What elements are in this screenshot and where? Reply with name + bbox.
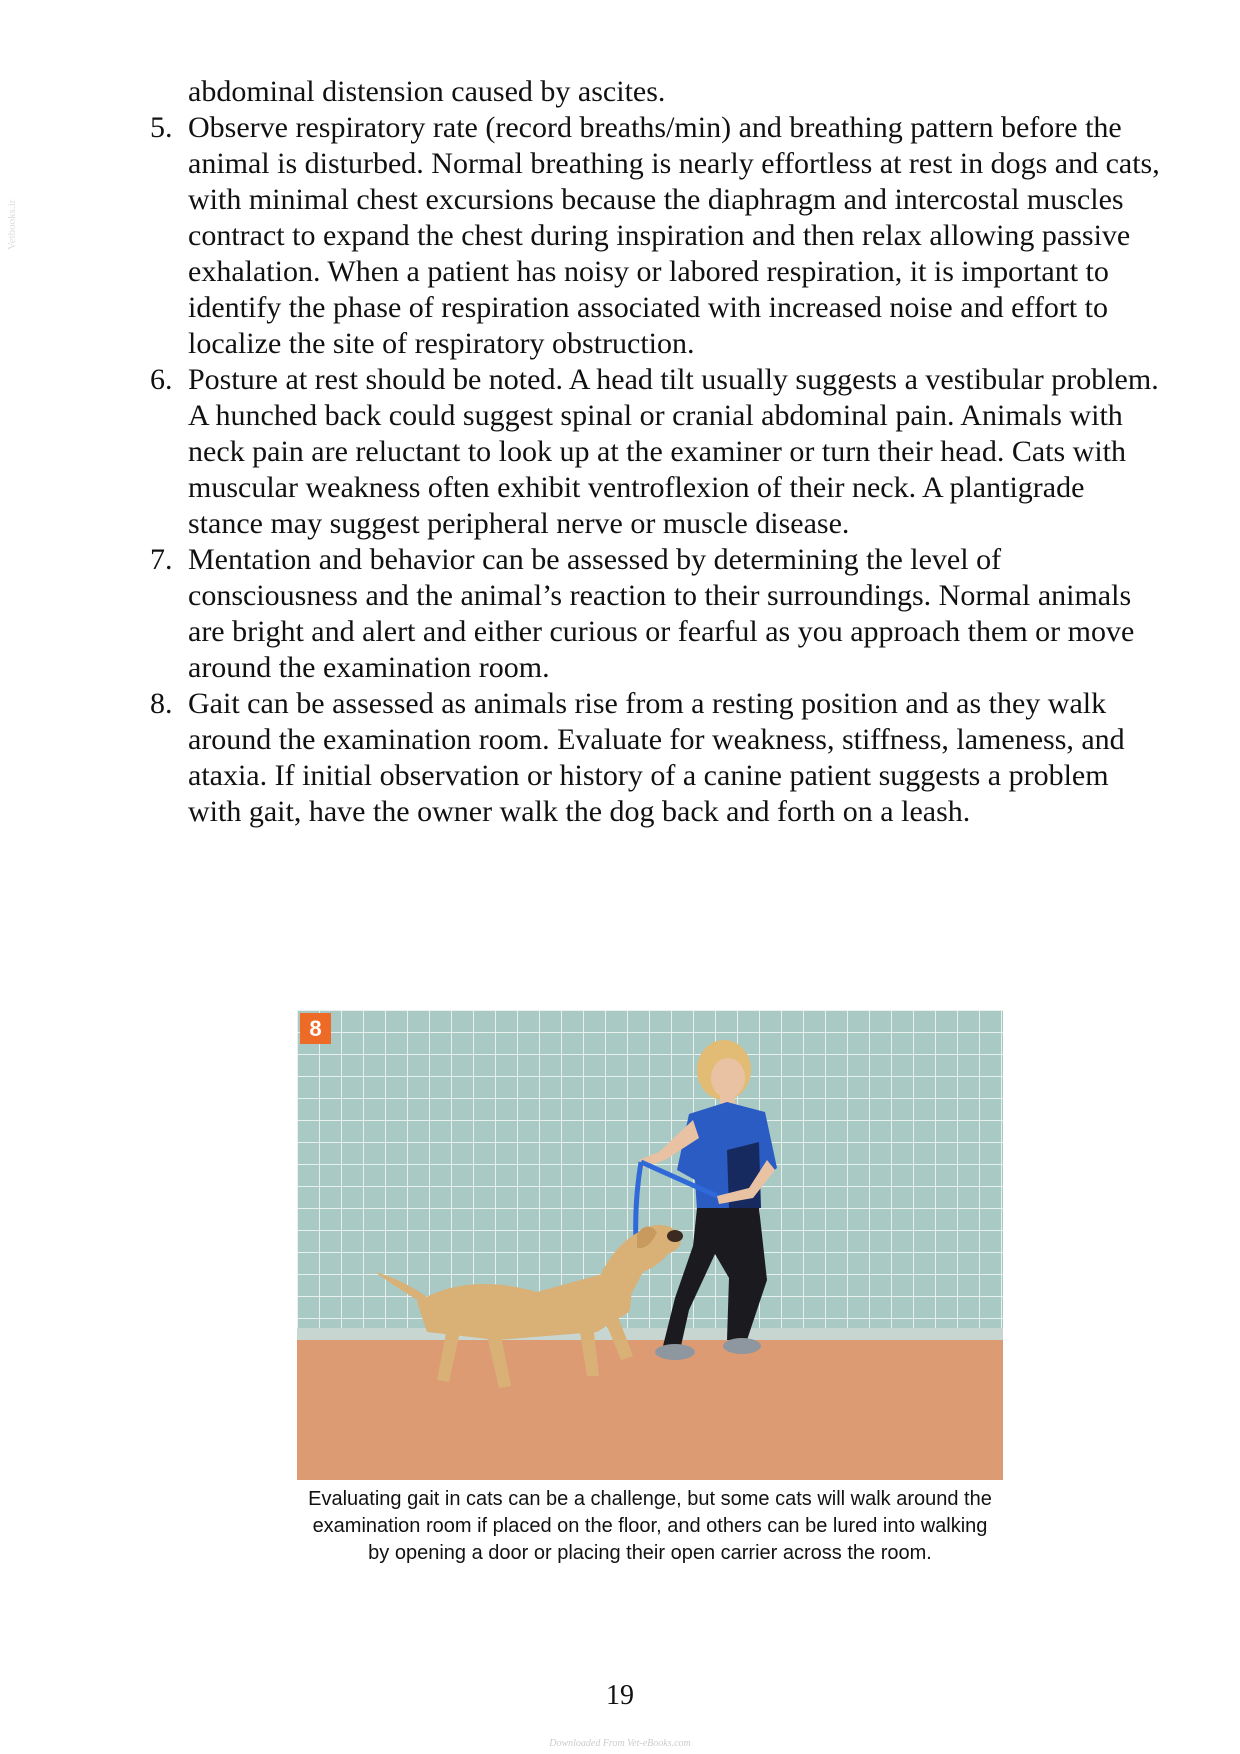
list-item [150, 542, 1160, 686]
photo-illustration [297, 1010, 1003, 1480]
figure-number-badge: 8 [300, 1013, 331, 1044]
list-item [150, 362, 1160, 542]
page-number: 19 [606, 1680, 634, 1711]
footer-watermark: Downloaded From Vet-eBooks.com [549, 1738, 691, 1749]
list-item [150, 686, 1160, 830]
list-text: Observe respiratory rate (record breaths/min) and breathing pattern before the animal is disturbed. Normal breathing is nearly effortless at rest in dogs and cats, with minimal chest excursions because the diaphragm and intercostal muscles contract to expand the chest during inspiration and then relax allowing passive exhalation. When a patient has noisy or labored respiration, it is important to identify the phase of respiration associated with increased noise and effort to localize the site of respiratory obstruction. [188, 111, 1160, 360]
wall-baseboard [297, 1328, 1003, 1340]
list-number: 8. [150, 687, 173, 720]
side-watermark: Vetbooks.ir [6, 199, 18, 250]
continuation-line: abdominal distension caused by ascites. [188, 75, 666, 108]
list-text: Posture at rest should be noted. A head tilt usually suggests a vestibular problem. A hunched back could suggest spinal or cranial abdominal pain. Animals with neck pain are reluctant to look up at the examiner or turn their head. Cats with muscular weakness often exhibit ventroflexion of their neck. A plantigrade stance may suggest peripheral nerve or muscle disease. [188, 363, 1159, 540]
figure-caption: Evaluating gait in cats can be a challenge, but some cats will walk around the examination room if placed on the floor, and others can be lured into walking by opening a door or placing their open carrier across the room. [308, 1488, 992, 1564]
body-text [150, 74, 1160, 830]
list-text: Mentation and behavior can be assessed by determining the level of consciousness and the animal’s reaction to their surroundings. Normal animals are bright and alert and either curious or fearful as you approach them or move around the examination room. [188, 543, 1135, 684]
list-number: 6. [150, 363, 173, 396]
list-number: 5. [150, 111, 173, 144]
floor [297, 1340, 1003, 1480]
gait-photo [297, 1010, 1003, 1480]
list-number: 7. [150, 543, 173, 576]
list-text: Gait can be assessed as animals rise from a resting position and as they walk around the examination room. Evaluate for weakness, stiffness, lameness, and ataxia. If initial observation or history of a canine patient suggests a problem with gait, have the owner walk the dog back and forth on a leash. [188, 687, 1125, 828]
list-item [150, 110, 1160, 362]
